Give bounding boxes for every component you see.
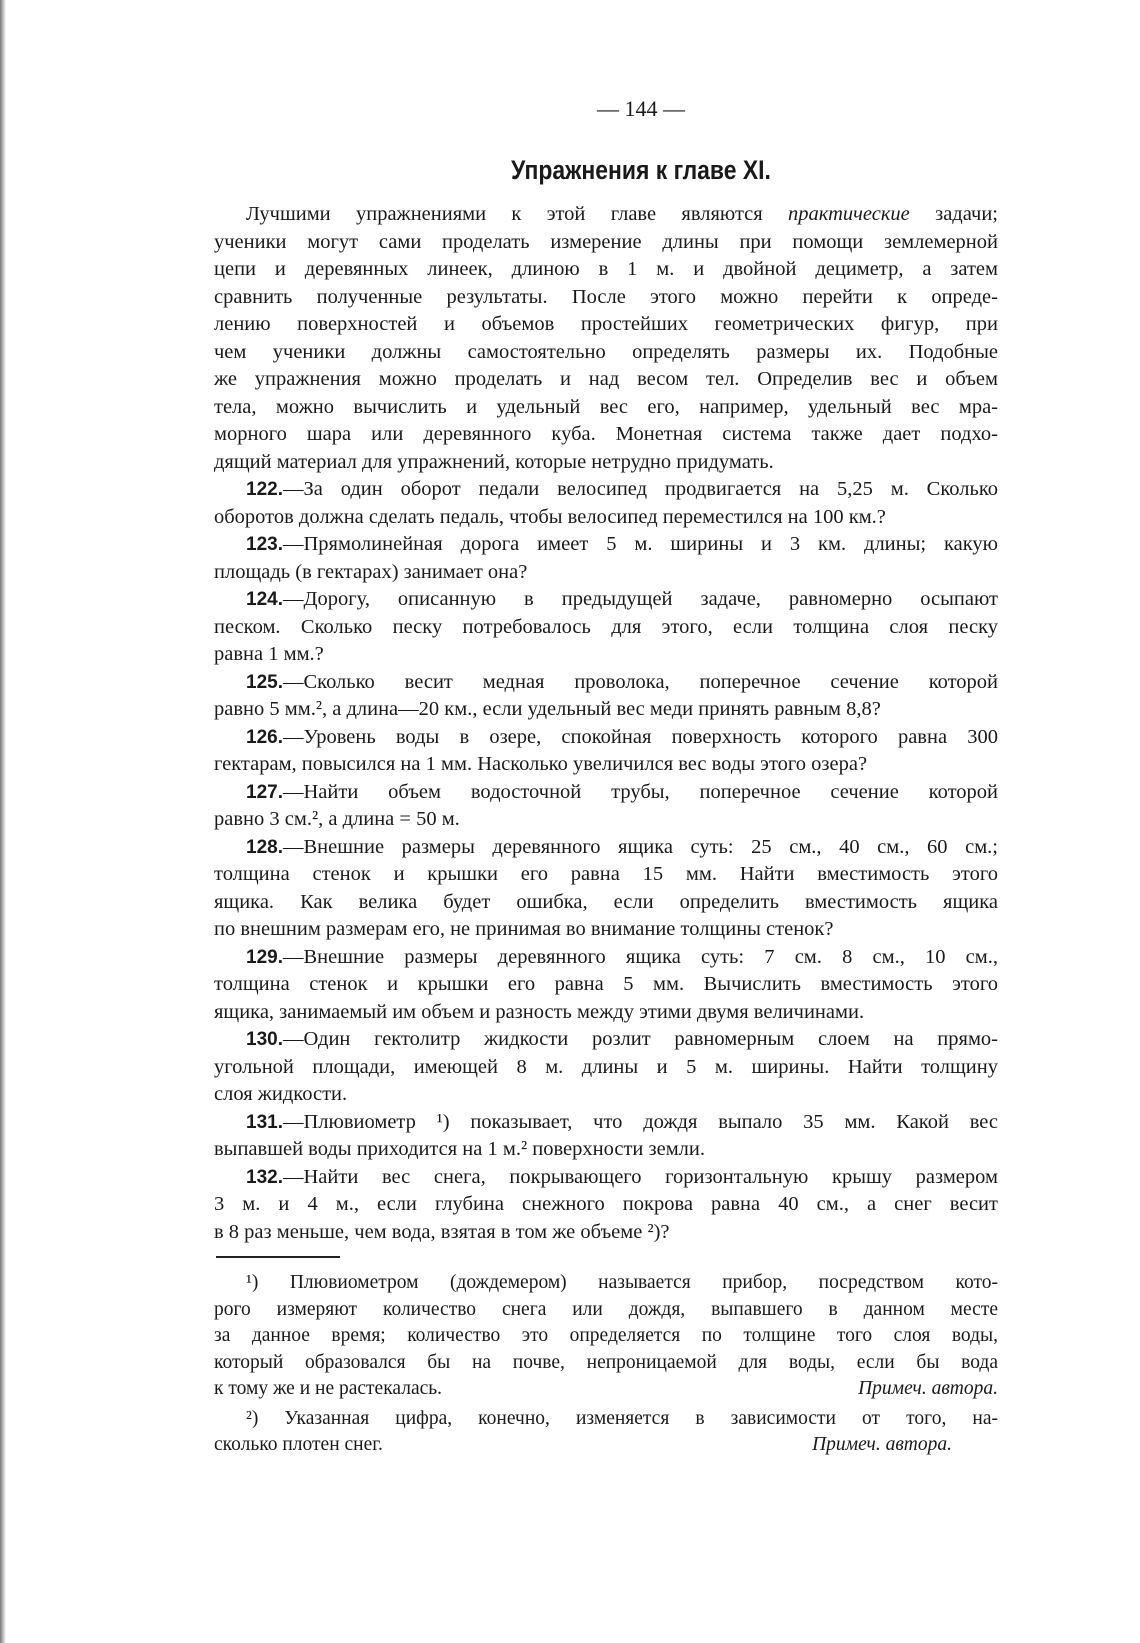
- page-number: — 144 —: [597, 96, 685, 121]
- problem-line: [214, 669, 998, 697]
- footnote-text: ¹) Плювиометром (дождемером) называется прибор, посредством кото-: [246, 1272, 998, 1293]
- problem-text: —Найти объем водосточной трубы, поперечное сечение которой: [282, 780, 998, 803]
- footnote-line: [214, 1406, 998, 1433]
- problem-line: [214, 1026, 998, 1054]
- footnote-text: к тому же и не растекалась.: [214, 1378, 443, 1399]
- problem-number: 129.: [246, 946, 283, 968]
- intro-line: же упражнения можно проделать и над весом тел. Определив вес и объем: [214, 368, 998, 390]
- problem-text: в 8 раз меньше, чем вода, взятая в том же объеме ²)?: [214, 1220, 670, 1243]
- intro-line: чем ученики должны самостоятельно определять размеры их. Подобные: [214, 340, 998, 363]
- problem-number: 128.: [246, 836, 283, 858]
- problem-text: толщина стенок и крышки его равна 15 мм. Найти вместимость этого: [214, 863, 998, 885]
- footnote-text: рого измеряют количество снега или дождя, выпавшего в данном месте: [214, 1298, 998, 1320]
- problem-line: [214, 751, 998, 779]
- problem-text: гектарам, повысился на 1 мм. Насколько увеличился вес воды этого озера?: [214, 753, 868, 775]
- problem-line: [214, 1054, 998, 1082]
- intro-line: ученики могут сами проделать измерение длины при помощи землемерной: [214, 230, 998, 253]
- problem-line: [214, 1081, 998, 1109]
- problem-text: —Найти вес снега, покрывающего горизонтальную крышу размером: [282, 1165, 998, 1188]
- problem-number: 124.: [246, 589, 283, 610]
- problem-text: равна 1 мм.?: [214, 643, 324, 665]
- footnote-line: [214, 1350, 998, 1377]
- problem-text: песком. Сколько песку потребовалось для этого, если толщина слоя песку: [214, 615, 998, 638]
- text-run: задачи;: [909, 203, 998, 225]
- footnote-divider: [216, 1256, 340, 1258]
- problem-line: [214, 1219, 998, 1247]
- problem-text: —Прямолинейная дорога имеет 5 м. ширины и 3 км. длины; какую: [282, 533, 998, 555]
- problem-line: [214, 476, 998, 504]
- problem-number: 125.: [246, 671, 283, 693]
- footnote-line: [214, 1323, 998, 1350]
- problem-number: 130.: [246, 1029, 283, 1050]
- problem-line: [214, 1164, 998, 1192]
- problem-line: [214, 1109, 998, 1137]
- intro-line: сравнить полученные результаты. После этого можно перейти к опреде-: [214, 285, 998, 308]
- problem-text: —Один гектолитр жидкости розлит равномерным слоем на прямо-: [282, 1028, 998, 1050]
- footnote-signature: Примеч. автора.: [812, 1434, 952, 1455]
- problem-line: [214, 586, 998, 614]
- problem-number: 132.: [246, 1166, 283, 1188]
- footnote-line: [214, 1432, 998, 1459]
- problem-number: 127.: [246, 781, 283, 803]
- problem-text: равно 3 см.², а длина = 50 м.: [214, 808, 460, 830]
- problem-line: [214, 531, 998, 559]
- problem-number: 131.: [246, 1111, 283, 1133]
- emphasis-text: практические: [788, 203, 910, 225]
- problem-line: [214, 1136, 998, 1164]
- problem-text: по внешним размерам его, не принимая во внимание толщины стенок?: [214, 918, 834, 940]
- problem-text: ящика, занимаемый им объем и разность между этими двумя величинами.: [214, 1000, 865, 1023]
- problem-text: 3 м. и 4 м., если глубина снежного покрова равна 40 см., а снег весит: [214, 1193, 998, 1215]
- problem-line: [214, 504, 998, 532]
- problem-text: —Сколько весит медная проволока, поперечное сечение которой: [282, 670, 998, 693]
- problem-number: 122.: [246, 479, 283, 500]
- intro-line: [214, 201, 998, 229]
- problem-line: [214, 889, 998, 917]
- problem-line: [214, 916, 998, 944]
- problem-text: —Уровень воды в озере, спокойная поверхность которого равна 300: [282, 725, 998, 748]
- problem-text: —Плювиометр ¹) показывает, что дождя выпало 35 мм. Какой вес: [282, 1110, 998, 1133]
- problem-line: [214, 779, 998, 807]
- footnote-text: ²) Указанная цифра, конечно, изменяется в зависимости от того, на-: [246, 1407, 998, 1429]
- intro-line: лению поверхностей и объемов простейших геометрических фигур, при: [214, 313, 998, 335]
- scan-edge-left: [0, 0, 6, 1643]
- problem-text: угольной площади, имеющей 8 м. длины и 5 м. ширины. Найти толщину: [214, 1055, 998, 1078]
- problem-line: [214, 614, 998, 642]
- problem-text: —Дорогу, описанную в предыдущей задаче, равномерно осыпают: [282, 588, 998, 610]
- problem-text: площадь (в гектарах) занимает она?: [214, 560, 528, 583]
- problem-line: [214, 944, 998, 972]
- problem-number: 126.: [246, 726, 283, 748]
- problem-number: 123.: [246, 534, 283, 555]
- body-text: [214, 201, 998, 1246]
- problem-text: оборотов должна сделать педаль, чтобы велосипед переместился на 100 км.?: [214, 505, 886, 528]
- footnote-line: [214, 1376, 998, 1403]
- problem-text: ящика. Как велика будет ошибка, если определить вместимость ящика: [214, 890, 998, 913]
- intro-line: морного шара или деревянного куба. Монетная система также дает подхо-: [214, 423, 998, 445]
- problem-text: —Внешние размеры деревянного ящика суть: 7 см. 8 см., 10 см.,: [282, 945, 998, 968]
- footnote-text: который образовался бы на почве, непроницаемой для воды, если бы вода: [214, 1351, 998, 1373]
- footnote-text: за данное время; количество это определяется по толщине того слоя воды,: [214, 1325, 998, 1346]
- problem-text: равно 5 мм.², а длина—20 км., если удельный вес меди принять равным 8,8?: [214, 698, 881, 720]
- problem-line: [214, 641, 998, 669]
- intro-line: дящий материал для упражнений, которые нетрудно придумать.: [214, 450, 774, 473]
- problem-text: выпавшей воды приходится на 1 м.² поверхности земли.: [214, 1138, 705, 1160]
- chapter-exercises-heading: Упражнения к главе XI.: [511, 155, 771, 185]
- problem-text: —За один оборот педали велосипед продвигается на 5,25 м. Сколько: [282, 478, 998, 500]
- problem-line: [214, 806, 998, 834]
- problem-line: [214, 861, 998, 889]
- problem-text: толщина стенок и крышки его равна 5 мм. Вычислить вместимость этого: [214, 973, 998, 995]
- problem-line: [214, 724, 998, 752]
- footnote-line: [214, 1297, 998, 1324]
- problem-line: [214, 696, 998, 724]
- problem-text: —Внешние размеры деревянного ящика суть: 25 см., 40 см., 60 см.;: [282, 835, 998, 858]
- intro-line: цепи и деревянных линеек, длиною в 1 м. и двойной дециметр, а затем: [214, 258, 998, 280]
- problem-line: [214, 999, 998, 1027]
- problem-line: [214, 559, 998, 587]
- problem-line: [214, 1191, 998, 1219]
- footnotes: [214, 1270, 998, 1459]
- problem-line: [214, 834, 998, 862]
- intro-line: тела, можно вычислить и удельный вес его, например, удельный вес мра-: [214, 395, 998, 418]
- footnote-text: сколько плотен снег.: [214, 1434, 383, 1455]
- problem-text: слоя жидкости.: [214, 1083, 348, 1105]
- footnote-signature: Примеч. автора.: [858, 1378, 998, 1399]
- text-run: Лучшими упражнениями к этой главе являются: [246, 203, 788, 225]
- problem-line: [214, 971, 998, 999]
- footnote-line: [214, 1270, 998, 1297]
